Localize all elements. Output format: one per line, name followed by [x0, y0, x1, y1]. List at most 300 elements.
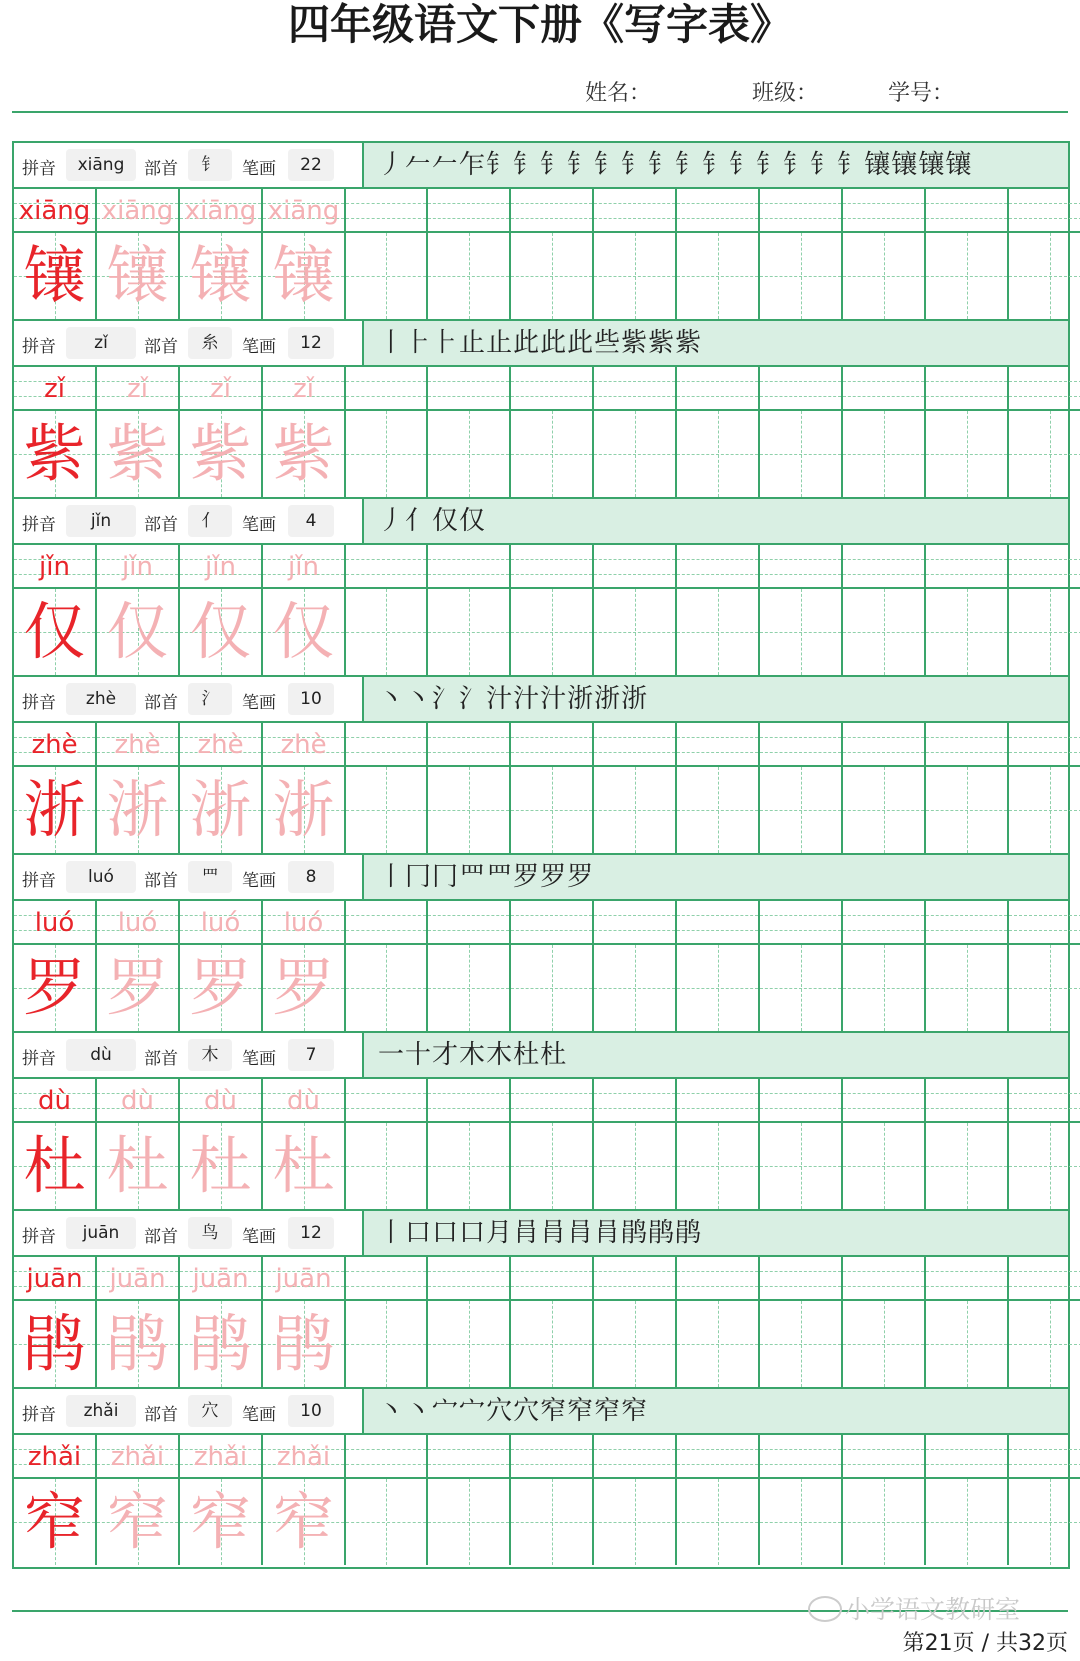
- char-cell: [594, 1123, 677, 1209]
- pinyin-cell: [346, 367, 428, 411]
- radical-value: 木: [188, 1039, 232, 1071]
- char-cell: [1009, 1123, 1080, 1209]
- stroke-order: [364, 499, 1068, 543]
- char-cell: [428, 1123, 511, 1209]
- stroke-sequence: [378, 147, 972, 183]
- char-cell: [346, 1123, 428, 1209]
- trace-pinyin: juān: [275, 1264, 332, 1294]
- pinyin-guide-line: [926, 559, 1007, 560]
- stroke-step: 𠂉: [432, 150, 460, 180]
- char-cell: [97, 233, 180, 319]
- pinyin-cell: [677, 1435, 760, 1479]
- cell-center-hline: [760, 988, 841, 989]
- pinyin-guide-line: [428, 396, 509, 397]
- stroke-step: 钅: [810, 150, 838, 180]
- pinyin-cell: [926, 545, 1009, 589]
- pinyin-guide-line: [760, 1108, 841, 1109]
- char-cell: [760, 1301, 843, 1387]
- pinyin-cell: [428, 1257, 511, 1301]
- cell-center-hline: [594, 810, 675, 811]
- pinyin-cell: [97, 367, 180, 411]
- char-header: [14, 1033, 1068, 1079]
- cell-center-hline: [1009, 454, 1080, 455]
- cell-center-hline: [926, 1522, 1007, 1523]
- stroke-step: 丶: [405, 684, 433, 714]
- pinyin-cell: [594, 1079, 677, 1123]
- pinyin-guide-line: [760, 218, 841, 219]
- trace-pinyin: luó: [283, 908, 324, 938]
- char-block: [14, 499, 1068, 677]
- cell-center-hline: [346, 632, 426, 633]
- pinyin-value: xiāng: [66, 149, 136, 181]
- pinyin-guide-line: [346, 574, 426, 575]
- pinyin-cell: [926, 1079, 1009, 1123]
- pinyin-guide-line: [760, 1286, 841, 1287]
- char-cell: [428, 411, 511, 497]
- stroke-step: 此: [567, 328, 595, 358]
- cell-center-hline: [428, 1522, 509, 1523]
- pinyin-cell: [594, 189, 677, 233]
- pinyin-cell: [677, 723, 760, 767]
- pinyin-guide-line: [677, 559, 758, 560]
- pinyin-guide-line: [511, 218, 592, 219]
- stroke-step: 口: [432, 1218, 460, 1248]
- pinyin-cell: [594, 1257, 677, 1301]
- practice-grid: [14, 723, 1068, 853]
- char-header: [14, 1389, 1068, 1435]
- char-block: [14, 321, 1068, 499]
- pinyin-guide-line: [1009, 1464, 1080, 1465]
- cell-center-hline: [594, 1522, 675, 1523]
- char-header: [14, 499, 1068, 545]
- pinyin-cell: [926, 189, 1009, 233]
- cell-center-hline: [1009, 632, 1080, 633]
- cell-center-hline: [760, 454, 841, 455]
- pinyin-guide-line: [511, 1093, 592, 1094]
- stroke-sequence: [378, 325, 702, 361]
- pinyin-guide-line: [428, 218, 509, 219]
- char-cell: [926, 1301, 1009, 1387]
- pinyin-cell: [677, 189, 760, 233]
- pinyin-guide-line: [760, 1271, 841, 1272]
- pinyin-guide-line: [843, 915, 924, 916]
- radical-label: 部首: [144, 159, 178, 179]
- pinyin-guide-line: [346, 203, 426, 204]
- stroke-step: 乍: [459, 150, 487, 180]
- pinyin-guide-line: [843, 381, 924, 382]
- char-cell: [926, 945, 1009, 1031]
- pinyin-cell: [1009, 723, 1080, 767]
- stroke-step: 窄: [621, 1396, 649, 1426]
- stroke-step: 钅: [702, 150, 730, 180]
- char-cell: [760, 589, 843, 675]
- pinyin-cell: [14, 367, 97, 411]
- trace-pinyin: luó: [117, 908, 158, 938]
- pinyin-guide-line: [843, 396, 924, 397]
- pinyin-guide-line: [843, 1271, 924, 1272]
- cell-center-hline: [843, 276, 924, 277]
- pinyin-cell: [594, 367, 677, 411]
- writing-sheet: [12, 141, 1070, 1569]
- trace-character: 镶: [189, 239, 252, 312]
- char-cell: [14, 1301, 97, 1387]
- pinyin-guide-line: [1009, 203, 1080, 204]
- pinyin-guide-line: [760, 1093, 841, 1094]
- pinyin-guide-line: [346, 1271, 426, 1272]
- pinyin-guide-line: [760, 203, 841, 204]
- char-cell: [760, 945, 843, 1031]
- radical-value: 氵: [188, 683, 232, 715]
- pinyin-cell: [926, 1257, 1009, 1301]
- cell-center-hline: [926, 276, 1007, 277]
- pinyin-cell: [97, 545, 180, 589]
- pinyin-cell: [346, 901, 428, 945]
- char-cell: [511, 233, 594, 319]
- pinyin-cell: [14, 1257, 97, 1301]
- cell-center-hline: [428, 1344, 509, 1345]
- model-pinyin: juān: [26, 1264, 83, 1294]
- char-block: [14, 1389, 1068, 1567]
- stroke-step: 汁: [513, 684, 541, 714]
- pinyin-guide-line: [428, 1449, 509, 1450]
- stroke-step: 钅: [540, 150, 568, 180]
- wechat-icon: [808, 1596, 842, 1622]
- cell-center-hline: [926, 1166, 1007, 1167]
- char-cell: [428, 233, 511, 319]
- char-cell: [180, 1301, 263, 1387]
- pinyin-cell: [926, 901, 1009, 945]
- model-pinyin: luó: [34, 908, 75, 938]
- char-cell: [594, 411, 677, 497]
- pinyin-cell: [180, 901, 263, 945]
- stroke-step: 窄: [540, 1396, 568, 1426]
- char-cell: [346, 589, 428, 675]
- cell-center-hline: [511, 988, 592, 989]
- pinyin-guide-line: [677, 930, 758, 931]
- pinyin-cell: [677, 1079, 760, 1123]
- cell-center-hline: [760, 810, 841, 811]
- pinyin-guide-line: [926, 930, 1007, 931]
- stroke-step: 一: [378, 1040, 406, 1070]
- pinyin-cell: [1009, 1257, 1080, 1301]
- stroke-order: [364, 1211, 1068, 1255]
- pinyin-guide-line: [594, 1093, 675, 1094]
- stroke-step: 月: [486, 1218, 514, 1248]
- char-cell: [511, 1301, 594, 1387]
- cell-center-hline: [677, 632, 758, 633]
- pinyin-guide-line: [926, 1464, 1007, 1465]
- stroke-step: 肙: [567, 1218, 595, 1248]
- radical-value: 鸟: [188, 1217, 232, 1249]
- stroke-step: 氵: [459, 684, 487, 714]
- radical-label: 部首: [144, 1405, 178, 1425]
- pinyin-cell: [511, 901, 594, 945]
- stroke-step: 仅: [432, 506, 460, 536]
- stroke-order: [364, 321, 1068, 365]
- char-cell: [511, 945, 594, 1031]
- pinyin-guide-line: [594, 574, 675, 575]
- pinyin-guide-line: [428, 1108, 509, 1109]
- pinyin-value: jǐn: [66, 505, 136, 537]
- cell-center-hline: [511, 1166, 592, 1167]
- char-cell: [1009, 945, 1080, 1031]
- stroke-step: 紫: [648, 328, 676, 358]
- pinyin-guide-line: [428, 737, 509, 738]
- char-cell: [97, 1479, 180, 1565]
- char-cell: [926, 1123, 1009, 1209]
- pinyin-guide-line: [843, 203, 924, 204]
- pinyin-guide-line: [760, 559, 841, 560]
- pinyin-guide-line: [843, 1464, 924, 1465]
- stroke-step: 丨: [378, 862, 406, 892]
- practice-grid: [14, 1079, 1068, 1209]
- stroke-step: 丶: [378, 684, 406, 714]
- pinyin-guide-line: [677, 218, 758, 219]
- char-cell: [14, 233, 97, 319]
- cell-center-hline: [1009, 1344, 1080, 1345]
- stroke-step: 些: [594, 328, 622, 358]
- char-cell: [594, 945, 677, 1031]
- pinyin-cell: [926, 367, 1009, 411]
- char-block: [14, 1033, 1068, 1211]
- stroke-step: 穴: [513, 1396, 541, 1426]
- pinyin-guide-line: [346, 930, 426, 931]
- model-character: 鹃: [23, 1307, 86, 1380]
- stroke-order: [364, 1033, 1068, 1077]
- pinyin-label: 拼音: [22, 515, 56, 535]
- pinyin-guide-line: [594, 1286, 675, 1287]
- trace-character: 仅: [106, 595, 169, 668]
- pinyin-guide-line: [511, 574, 592, 575]
- strokes-label: 笔画: [242, 515, 276, 535]
- stroke-step: 肙: [540, 1218, 568, 1248]
- practice-grid: [14, 1257, 1068, 1387]
- model-character: 杜: [23, 1129, 86, 1202]
- pinyin-cell: [428, 367, 511, 411]
- pinyin-guide-line: [1009, 930, 1080, 931]
- strokes-value: 12: [288, 1217, 334, 1249]
- pinyin-cell: [428, 723, 511, 767]
- strokes-value: 4: [288, 505, 334, 537]
- pinyin-cell: [511, 1257, 594, 1301]
- pinyin-guide-line: [843, 930, 924, 931]
- cell-center-hline: [677, 454, 758, 455]
- radical-value: 亻: [188, 505, 232, 537]
- pinyin-guide-line: [926, 1108, 1007, 1109]
- pinyin-guide-line: [760, 930, 841, 931]
- pinyin-cell: [180, 545, 263, 589]
- cell-center-hline: [511, 632, 592, 633]
- pinyin-cell: [843, 1435, 926, 1479]
- stroke-step: 浙: [594, 684, 622, 714]
- model-character: 窄: [23, 1485, 86, 1558]
- pinyin-guide-line: [926, 737, 1007, 738]
- pinyin-cell: [843, 367, 926, 411]
- pinyin-value: zhè: [66, 683, 136, 715]
- char-cell: [843, 1479, 926, 1565]
- pinyin-label: 拼音: [22, 1227, 56, 1247]
- char-cell: [263, 411, 346, 497]
- pinyin-guide-line: [594, 381, 675, 382]
- pinyin-guide-line: [428, 1271, 509, 1272]
- pinyin-guide-line: [428, 574, 509, 575]
- pinyin-label: 拼音: [22, 159, 56, 179]
- char-header: [14, 677, 1068, 723]
- pinyin-guide-line: [511, 1286, 592, 1287]
- char-cell: [97, 1123, 180, 1209]
- stroke-step: 丨: [378, 328, 406, 358]
- pinyin-guide-line: [594, 737, 675, 738]
- name-label: 姓名：: [585, 81, 652, 106]
- strokes-label: 笔画: [242, 1049, 276, 1069]
- char-cell: [97, 411, 180, 497]
- cell-center-hline: [594, 988, 675, 989]
- char-cell: [346, 945, 428, 1031]
- trace-character: 浙: [106, 773, 169, 846]
- cell-center-hline: [843, 988, 924, 989]
- trace-character: 杜: [189, 1129, 252, 1202]
- strokes-label: 笔画: [242, 1405, 276, 1425]
- pinyin-guide-line: [511, 752, 592, 753]
- trace-pinyin: zǐ: [293, 374, 314, 404]
- stroke-sequence: [378, 859, 594, 895]
- trace-pinyin: juān: [192, 1264, 249, 1294]
- trace-pinyin: dù: [204, 1086, 237, 1116]
- cell-center-hline: [760, 1166, 841, 1167]
- pinyin-cell: [14, 189, 97, 233]
- char-info: [14, 1389, 364, 1433]
- char-cell: [926, 411, 1009, 497]
- pinyin-cell: [511, 723, 594, 767]
- pinyin-cell: [843, 189, 926, 233]
- pinyin-cell: [263, 189, 346, 233]
- practice-grid: [14, 545, 1068, 675]
- cell-center-hline: [511, 810, 592, 811]
- pinyin-guide-line: [346, 559, 426, 560]
- pinyin-cell: [843, 723, 926, 767]
- radical-label: 部首: [144, 693, 178, 713]
- stroke-step: 口: [405, 1218, 433, 1248]
- stroke-step: 宀: [459, 1396, 487, 1426]
- pinyin-cell: [263, 367, 346, 411]
- pinyin-guide-line: [511, 1271, 592, 1272]
- char-cell: [843, 1301, 926, 1387]
- radical-value: 穴: [188, 1395, 232, 1427]
- stroke-step: 杜: [540, 1040, 568, 1070]
- practice-grid: [14, 1435, 1068, 1565]
- pinyin-guide-line: [926, 381, 1007, 382]
- trace-character: 鹃: [272, 1307, 335, 1380]
- stroke-step: 罗: [513, 862, 541, 892]
- pinyin-guide-line: [346, 1108, 426, 1109]
- cell-center-hline: [346, 810, 426, 811]
- trace-pinyin: dù: [287, 1086, 320, 1116]
- trace-character: 罗: [106, 951, 169, 1024]
- cell-center-hline: [428, 632, 509, 633]
- cell-center-hline: [346, 276, 426, 277]
- trace-character: 镶: [272, 239, 335, 312]
- pinyin-cell: [428, 545, 511, 589]
- pinyin-guide-line: [926, 396, 1007, 397]
- pinyin-guide-line: [1009, 1286, 1080, 1287]
- pinyin-guide-line: [346, 1093, 426, 1094]
- stroke-step: 罗: [540, 862, 568, 892]
- trace-pinyin: zhǎi: [276, 1442, 331, 1472]
- pinyin-cell: [180, 367, 263, 411]
- pinyin-cell: [511, 545, 594, 589]
- cell-center-hline: [1009, 988, 1080, 989]
- char-cell: [677, 411, 760, 497]
- char-cell: [14, 1479, 97, 1565]
- char-cell: [14, 945, 97, 1031]
- trace-character: 鹃: [106, 1307, 169, 1380]
- pinyin-guide-line: [594, 1108, 675, 1109]
- model-pinyin: jǐn: [39, 552, 70, 582]
- char-cell: [511, 1123, 594, 1209]
- pinyin-guide-line: [1009, 737, 1080, 738]
- pinyin-cell: [594, 545, 677, 589]
- watermark: 小学语文教研室: [845, 1595, 1021, 1624]
- pinyin-value: zǐ: [66, 327, 136, 359]
- pinyin-guide-line: [926, 1271, 1007, 1272]
- stroke-step: 鹃: [675, 1218, 703, 1248]
- strokes-label: 笔画: [242, 693, 276, 713]
- stroke-step: 肙: [513, 1218, 541, 1248]
- pinyin-cell: [180, 723, 263, 767]
- stroke-sequence: [378, 1215, 702, 1251]
- stroke-step: 汁: [540, 684, 568, 714]
- pinyin-guide-line: [511, 1449, 592, 1450]
- trace-character: 仅: [189, 595, 252, 668]
- pinyin-guide-line: [677, 203, 758, 204]
- char-cell: [1009, 1479, 1080, 1565]
- trace-pinyin: juān: [109, 1264, 166, 1294]
- cell-center-hline: [1009, 1166, 1080, 1167]
- model-character: 罗: [23, 951, 86, 1024]
- stroke-step: 镶: [945, 150, 973, 180]
- stroke-step: 木: [486, 1040, 514, 1070]
- char-cell: [843, 767, 926, 853]
- pinyin-cell: [180, 1257, 263, 1301]
- pinyin-guide-line: [760, 737, 841, 738]
- pinyin-guide-line: [677, 915, 758, 916]
- pinyin-cell: [760, 367, 843, 411]
- char-cell: [677, 1479, 760, 1565]
- trace-character: 罗: [272, 951, 335, 1024]
- char-cell: [677, 767, 760, 853]
- pinyin-guide-line: [511, 1108, 592, 1109]
- char-cell: [843, 589, 926, 675]
- pinyin-cell: [346, 1257, 428, 1301]
- cell-center-hline: [926, 632, 1007, 633]
- pinyin-guide-line: [346, 737, 426, 738]
- pinyin-label: 拼音: [22, 337, 56, 357]
- trace-pinyin: jǐn: [288, 552, 319, 582]
- cell-center-hline: [511, 454, 592, 455]
- pinyin-guide-line: [843, 574, 924, 575]
- stroke-step: 镶: [918, 150, 946, 180]
- cell-center-hline: [594, 276, 675, 277]
- page-number: 第21页 / 共32页: [902, 1631, 1068, 1656]
- pinyin-cell: [428, 1079, 511, 1123]
- pinyin-guide-line: [843, 1108, 924, 1109]
- stroke-step: 才: [432, 1040, 460, 1070]
- trace-character: 仅: [272, 595, 335, 668]
- pinyin-label: 拼音: [22, 1405, 56, 1425]
- pinyin-guide-line: [594, 396, 675, 397]
- radical-label: 部首: [144, 871, 178, 891]
- model-character: 镶: [23, 239, 86, 312]
